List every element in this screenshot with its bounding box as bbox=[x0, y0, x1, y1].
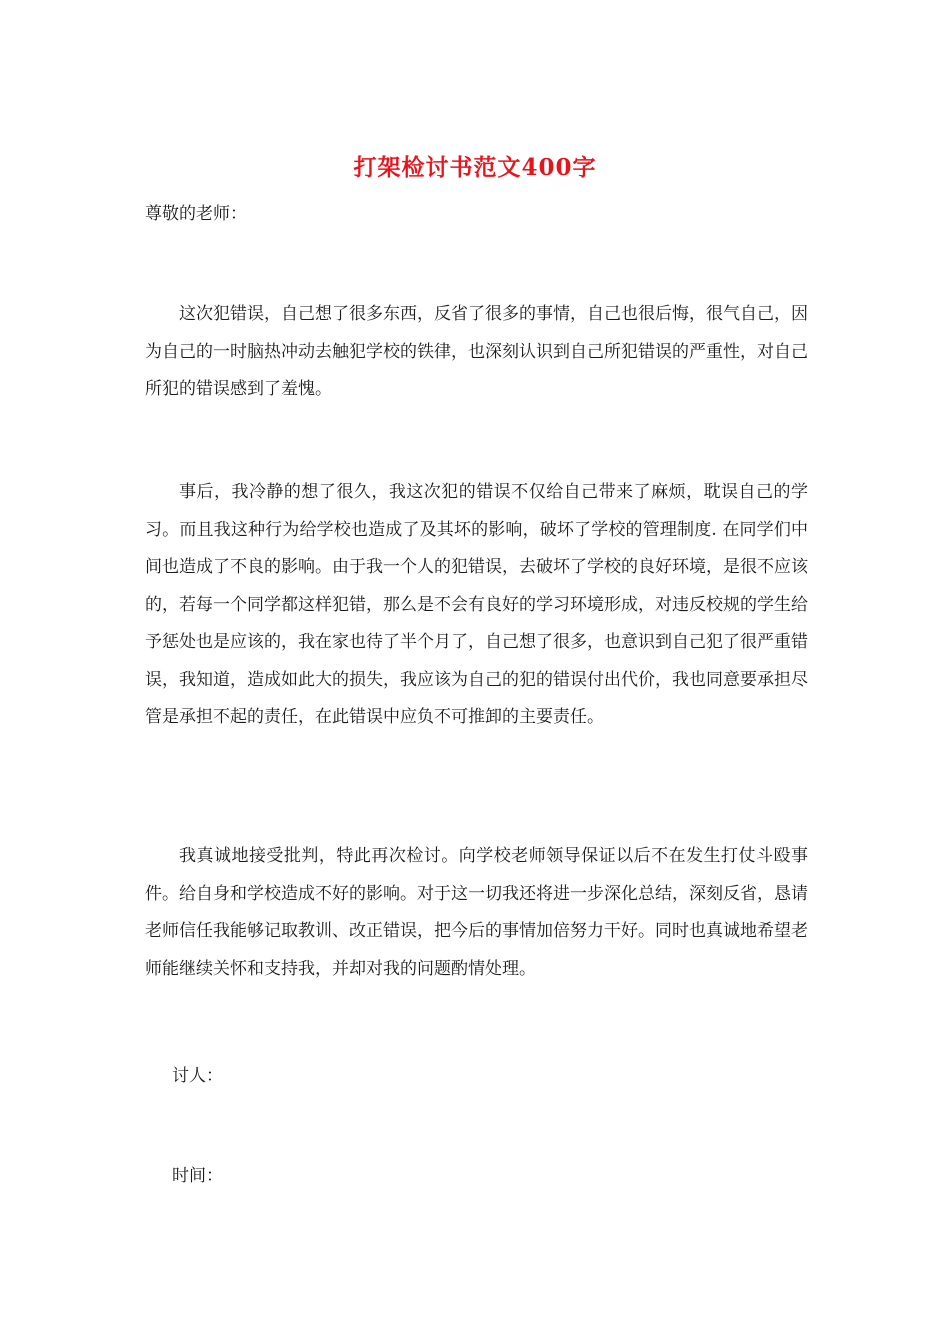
body-paragraph-2: 事后，我冷静的想了很久，我这次犯的错误不仅给自己带来了麻烦，耽误自己的学习。而且我这种行为给学校也造成了及其坏的影响，破坏了学校的管理制度. 在同学们中间也造成了不良的影响。由于我一个人的犯错误，去破坏了学校的良好环境，是很不应该的，若每一个同学都这样犯错，那么是不会有良好的学习环境形成，对违反校规的学生给予惩处也是应该的，我在家也待了半个月了，自己想了很多，也意识到自己犯了很严重错误，我知道，造成如此大的损失，我应该为自己的犯的错误付出代价，我也同意要承担尽管是承担不起的责任，在此错误中应负不可推卸的主要责任。 bbox=[145, 482, 808, 727]
body-paragraph-1: 这次犯错误，自己想了很多东西，反省了很多的事情，自己也很后悔，很气自己，因为自己的一时脑热冲动去触犯学校的铁律，也深刻认识到自己所犯错误的严重性，对自己所犯的错误感到了羞愧。 bbox=[145, 304, 808, 399]
date-label: 时间： bbox=[172, 1166, 223, 1186]
salutation: 尊敬的老师： bbox=[145, 204, 247, 224]
author-signature-label: 讨人： bbox=[172, 1066, 223, 1086]
body-paragraph-3: 我真诚地接受批判，特此再次检讨。向学校老师领导保证以后不在发生打仗斗殴事件。给自身和学校造成不好的影响。对于这一切我还将进一步深化总结，深刻反省，恳请老师信任我能够记取教训、改正错误，把今后的事情加倍努力干好。同时也真诚地希望老师能继续关怀和支持我，并却对我的问题酌情处理。 bbox=[145, 846, 808, 979]
document-title: 打架检讨书范文400字 bbox=[353, 154, 597, 181]
